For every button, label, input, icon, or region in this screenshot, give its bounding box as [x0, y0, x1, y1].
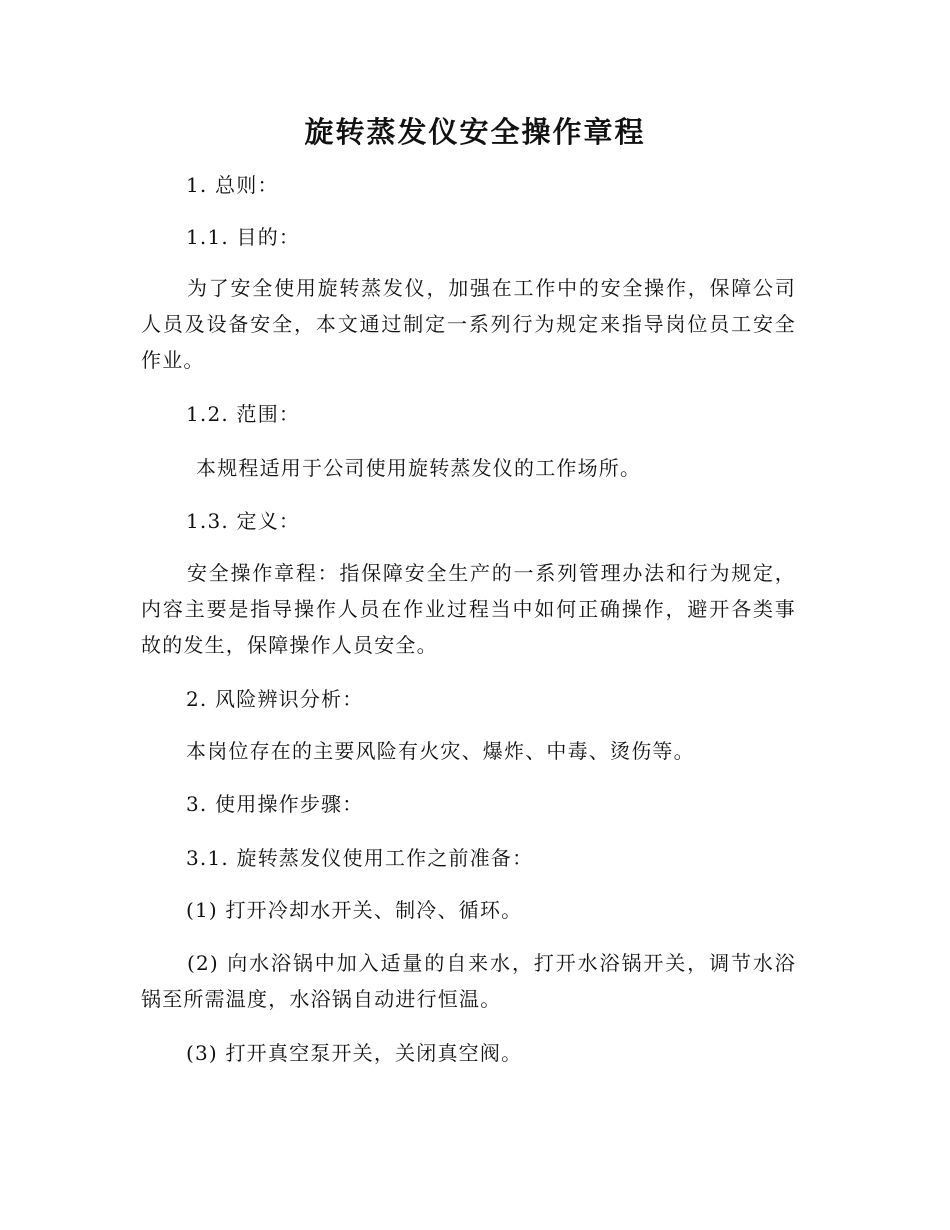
section-3-1-heading: 3.1. 旋转蒸发仪使用工作之前准备： — [186, 846, 534, 870]
step-1-text: (1) 打开冷却水开关、制冷、循环。 — [186, 898, 523, 922]
section-1-1-text: 为了安全使用旋转蒸发仪，加强在工作中的安全操作，保障公司人员及设备安全，本文通过制定一系列行为规定来指导岗位员工安全作业。 — [141, 276, 796, 372]
section-1-heading: 1. 总则： — [186, 173, 279, 197]
section-2-heading: 2. 风险辨识分析： — [186, 687, 364, 711]
section-1-2-heading: 1.2. 范围： — [186, 402, 301, 426]
document-title: 旋转蒸发仪安全操作章程 — [304, 115, 646, 149]
section-1-1-heading: 1.1. 目的： — [186, 225, 301, 249]
section-3-heading: 3. 使用操作步骤： — [186, 792, 364, 816]
step-2-text: (2) 向水浴锅中加入适量的自来水，打开水浴锅开关，调节水浴锅至所需温度，水浴锅自动进行恒温。 — [141, 951, 796, 1011]
section-1-2-text: 本规程适用于公司使用旋转蒸发仪的工作场所。 — [196, 456, 642, 480]
step-3-text: (3) 打开真空泵开关，关闭真空阀。 — [186, 1041, 523, 1065]
section-2-text: 本岗位存在的主要风险有火灾、爆炸、中毒、烫伤等。 — [186, 739, 695, 763]
section-1-3-text: 安全操作章程：指保障安全生产的一系列管理办法和行为规定，内容主要是指导操作人员在作业过程当中如何正确操作，避开各类事故的发生，保障操作人员安全。 — [141, 561, 796, 657]
section-1-3-heading: 1.3. 定义： — [186, 509, 301, 533]
